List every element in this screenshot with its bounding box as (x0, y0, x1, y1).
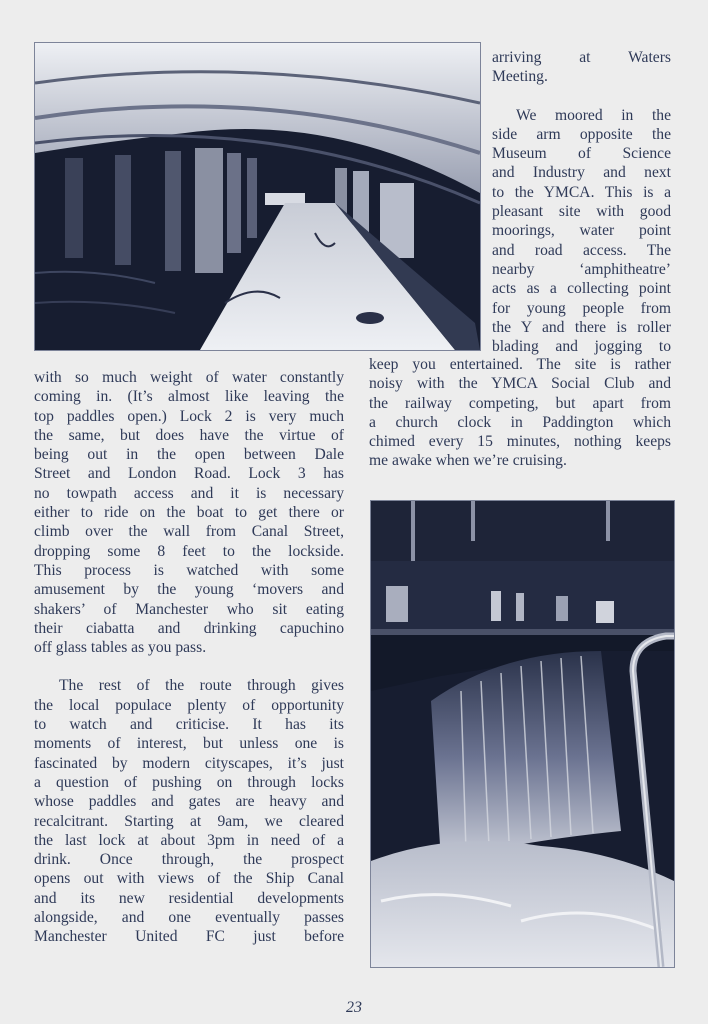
text-line: top paddles open.) Lock 2 is very much (34, 407, 344, 425)
text-line: moments of interest, but unless one is (34, 735, 344, 753)
text-line: blading and jogging to (492, 338, 671, 356)
text-line: their ciabatta and drinking capuchino (34, 619, 344, 637)
text-line: whose paddles and gates are heavy and (34, 793, 344, 811)
text-line: The rest of the route through gives (59, 677, 344, 695)
text-line: Museum of Science (492, 145, 671, 163)
text-line: arriving at Waters (492, 49, 671, 66)
text-line: side arm opposite the (492, 125, 671, 143)
text-line: off glass tables as you pass. (34, 639, 207, 657)
text-line: the railway competing, but apart from (369, 394, 671, 412)
text-line: Street and London Road. Lock 3 has (34, 465, 344, 483)
text-line: We moored in the (516, 106, 671, 124)
text-line: to watch and criticise. It has its (34, 716, 344, 734)
text-line: chimed every 15 minutes, nothing keeps (369, 433, 671, 451)
text-line: noisy with the YMCA Social Club and (369, 375, 671, 393)
text-line: acts as a collecting point (492, 280, 671, 298)
text-line: Meeting. (492, 68, 548, 86)
text-line: being out in the open between Dale (34, 446, 344, 464)
text-line: the same, but does have the virtue of (34, 426, 344, 444)
article-text-right-mid (369, 355, 671, 471)
text-line: dropping some 8 feet to the lockside. (34, 542, 344, 560)
text-line: the Y and there is roller (492, 318, 671, 336)
text-line: fascinated by modern cityscapes, it’s just (34, 754, 344, 772)
text-line: This process is watched with some (34, 561, 344, 579)
text-line: no towpath access and it is necessary (34, 484, 344, 502)
text-line: moorings, water point (492, 222, 671, 240)
text-line: for young people from (492, 299, 671, 317)
photo-canal-tunnel (34, 42, 481, 351)
text-line: a question of pushing on through locks (34, 773, 344, 791)
text-line: and Industry and next (492, 164, 671, 182)
text-line: a church clock in Paddington which (369, 413, 671, 431)
text-line: opens out with views of the Ship Canal (34, 870, 344, 888)
article-text-right-top (492, 48, 671, 356)
text-line: alongside, and one eventually passes (34, 909, 344, 927)
text-line: recalcitrant. Starting at 9am, we cleared (34, 812, 344, 830)
text-line: to the YMCA. This is a (492, 183, 671, 201)
text-line: Manchester United FC just before (34, 928, 344, 946)
text-line: nearby ‘amphitheatre’ (492, 260, 671, 278)
text-line: me awake when we’re cruising. (369, 452, 567, 470)
text-line: either to ride on the boat to get there or (34, 504, 344, 522)
text-line: and its new residential developments (34, 889, 344, 907)
text-line: amusement by the young ‘movers and (34, 581, 344, 599)
paragraph-gap (34, 657, 344, 676)
text-line: keep you entertained. The site is rather (369, 356, 671, 373)
text-line: and road access. The (492, 241, 671, 259)
text-line: climb over the wall from Canal Street, (34, 523, 344, 541)
article-text-left (34, 368, 344, 947)
text-line: the last lock at about 3pm in need of a (34, 831, 344, 849)
text-line: pleasant site with good (492, 203, 671, 221)
text-line: the local populace plenty of opportunity (34, 696, 344, 714)
paragraph-gap (492, 87, 671, 106)
photo-lock-overflow (370, 500, 675, 968)
text-line: drink. Once through, the prospect (34, 851, 344, 869)
text-line: coming in. (It’s almost like leaving the (34, 388, 344, 406)
text-line: with so much weight of water constantly (34, 369, 344, 386)
page-number: 23 (346, 999, 362, 1016)
text-line: shakers’ of Manchester who sit eating (34, 600, 344, 618)
